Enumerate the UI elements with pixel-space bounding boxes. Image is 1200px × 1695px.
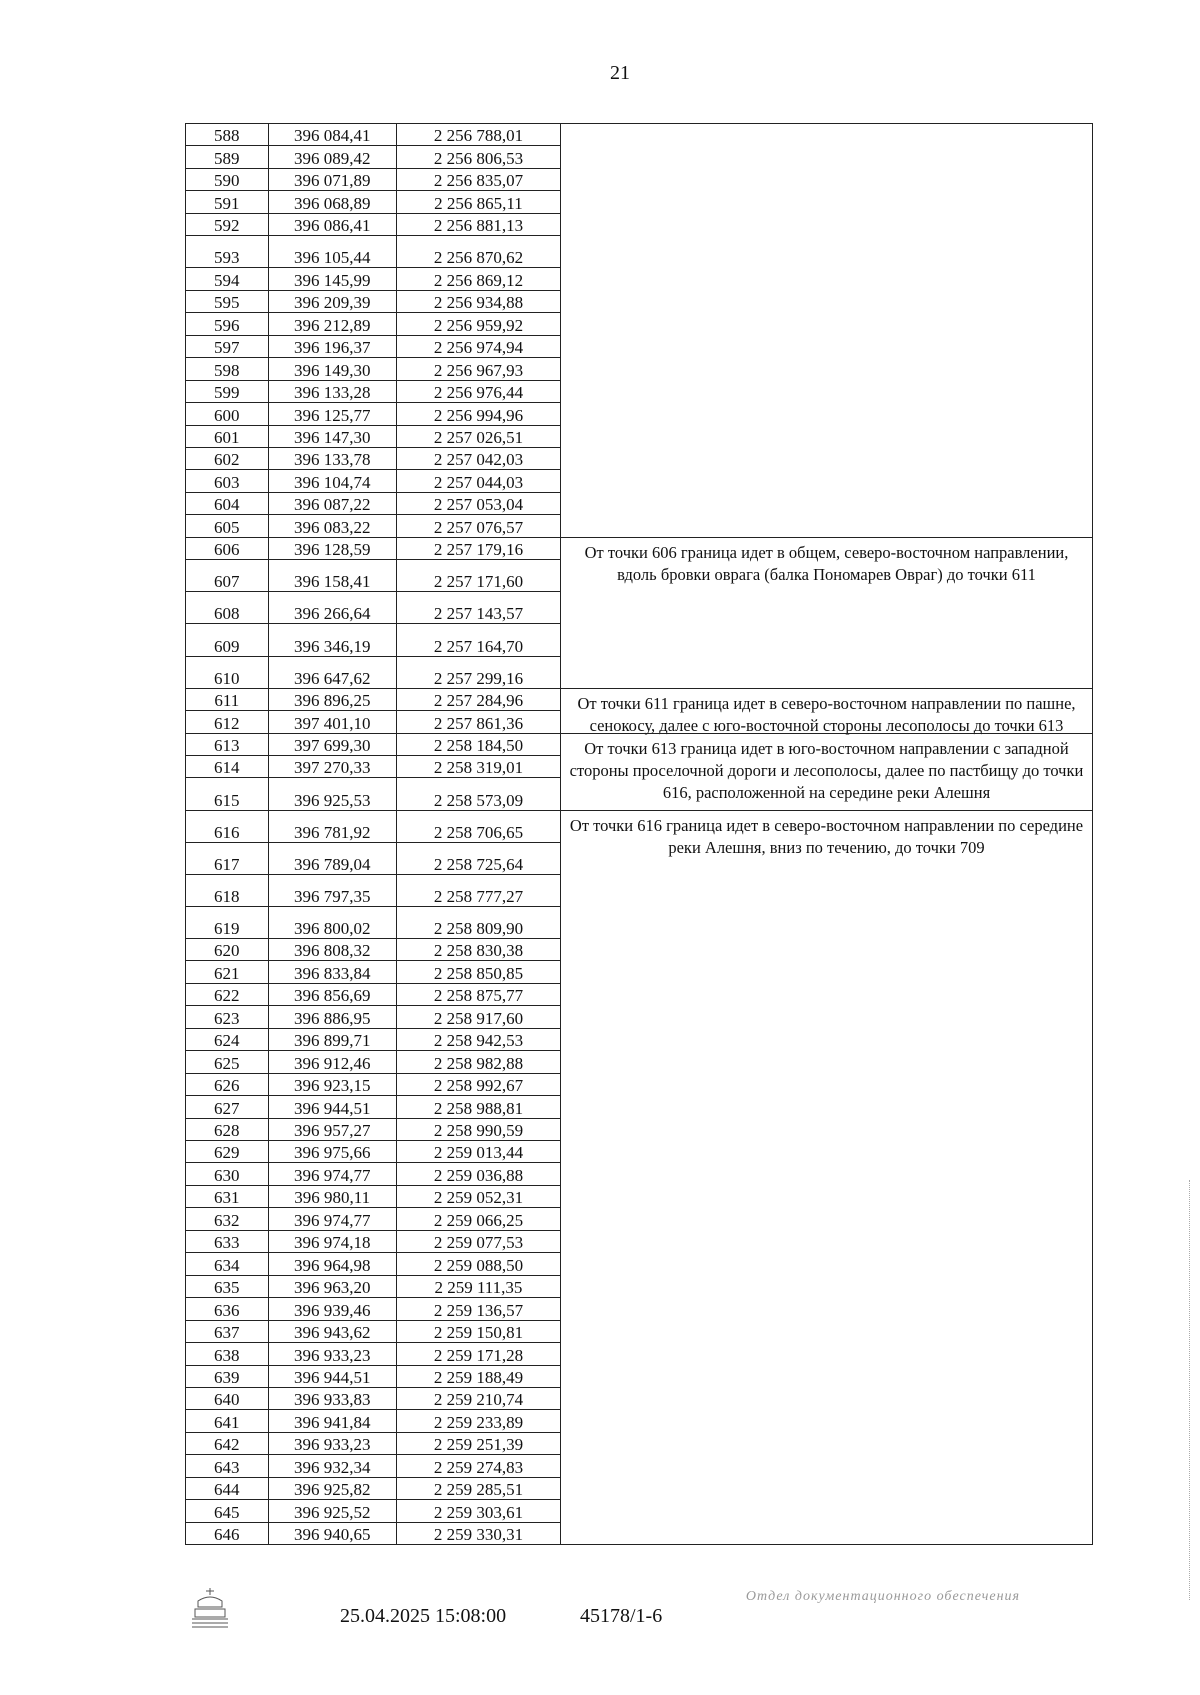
table-row	[186, 755, 561, 777]
table-row	[186, 145, 561, 167]
point-number: 594	[186, 268, 269, 289]
table-row	[186, 874, 561, 906]
table-row	[186, 1522, 561, 1544]
coord-x: 396 800,02	[269, 907, 397, 938]
coord-x: 396 808,32	[269, 939, 397, 960]
coord-y: 2 258 319,01	[397, 756, 561, 777]
footer-date: 25.04.2025 15:08:00	[340, 1605, 507, 1627]
coord-x: 396 899,71	[269, 1029, 397, 1050]
coord-y: 2 257 284,96	[397, 689, 561, 710]
coord-x: 396 912,46	[269, 1051, 397, 1072]
table-row	[186, 1207, 561, 1229]
boundary-description: От точки 613 граница идет в юго-восточном направлении с западной стороны проселочной дороги и лесополосы, далее по пастбищу до точки 616, расположенной на середине реки Алешня	[561, 733, 1092, 807]
coord-x: 396 940,65	[269, 1523, 397, 1544]
coord-y: 2 256 835,07	[397, 169, 561, 190]
coord-y: 2 257 026,51	[397, 426, 561, 447]
point-number: 623	[186, 1006, 269, 1027]
point-number: 608	[186, 592, 269, 623]
coord-x: 396 068,89	[269, 191, 397, 212]
point-number: 626	[186, 1074, 269, 1095]
coord-y: 2 257 164,70	[397, 624, 561, 655]
coord-y: 2 259 285,51	[397, 1478, 561, 1499]
coord-y: 2 257 299,16	[397, 657, 561, 688]
coord-y: 2 259 188,49	[397, 1366, 561, 1387]
coord-x: 396 974,18	[269, 1231, 397, 1252]
table-row	[186, 469, 561, 491]
table-row	[186, 1387, 561, 1409]
coord-y: 2 257 179,16	[397, 538, 561, 559]
table-row	[186, 733, 561, 755]
coord-y: 2 258 573,09	[397, 778, 561, 809]
point-number: 590	[186, 169, 269, 190]
coord-x: 396 212,89	[269, 313, 397, 334]
coord-y: 2 259 111,35	[397, 1276, 561, 1297]
table-row	[186, 810, 561, 842]
coord-x: 396 957,27	[269, 1119, 397, 1140]
point-number: 610	[186, 657, 269, 688]
point-number: 604	[186, 493, 269, 514]
coord-y: 2 258 992,67	[397, 1074, 561, 1095]
page-number: 21	[610, 62, 630, 84]
coord-y: 2 256 974,94	[397, 336, 561, 357]
boundary-descriptions	[561, 124, 1092, 1544]
coord-y: 2 259 088,50	[397, 1253, 561, 1274]
coord-x: 396 944,51	[269, 1096, 397, 1117]
table-row	[186, 235, 561, 267]
coord-y: 2 258 917,60	[397, 1006, 561, 1027]
coord-y: 2 258 850,85	[397, 961, 561, 982]
table-row	[186, 938, 561, 960]
table-row	[186, 1185, 561, 1207]
point-number: 618	[186, 875, 269, 906]
point-number: 598	[186, 358, 269, 379]
coord-y: 2 258 706,65	[397, 811, 561, 842]
table-row	[186, 1095, 561, 1117]
coord-x: 396 975,66	[269, 1141, 397, 1162]
point-number: 633	[186, 1231, 269, 1252]
table-row	[186, 312, 561, 334]
table-row	[186, 983, 561, 1005]
coord-y: 2 256 967,93	[397, 358, 561, 379]
table-row	[186, 1050, 561, 1072]
coord-x: 396 105,44	[269, 236, 397, 267]
table-row	[186, 1028, 561, 1050]
coord-x: 396 941,84	[269, 1410, 397, 1431]
coord-x: 396 781,92	[269, 811, 397, 842]
scan-edge-marks	[1189, 1180, 1192, 1600]
coord-y: 2 259 330,31	[397, 1523, 561, 1544]
coord-x: 396 209,39	[269, 291, 397, 312]
coord-y: 2 257 042,03	[397, 448, 561, 469]
point-number: 591	[186, 191, 269, 212]
coord-x: 397 401,10	[269, 711, 397, 732]
coord-x: 396 087,22	[269, 493, 397, 514]
coord-y: 2 258 184,50	[397, 734, 561, 755]
coord-y: 2 259 136,57	[397, 1298, 561, 1319]
point-number: 637	[186, 1321, 269, 1342]
point-number: 596	[186, 313, 269, 334]
coord-x: 396 974,77	[269, 1163, 397, 1184]
table-row	[186, 492, 561, 514]
coord-x: 396 086,41	[269, 214, 397, 235]
point-number: 613	[186, 734, 269, 755]
coord-x: 396 145,99	[269, 268, 397, 289]
coord-y: 2 259 233,89	[397, 1410, 561, 1431]
table-row	[186, 402, 561, 424]
coord-x: 396 886,95	[269, 1006, 397, 1027]
coord-x: 396 346,19	[269, 624, 397, 655]
point-number: 605	[186, 515, 269, 536]
coord-y: 2 258 875,77	[397, 984, 561, 1005]
table-row	[186, 290, 561, 312]
point-number: 619	[186, 907, 269, 938]
coordinates-table	[185, 123, 1093, 1545]
table-row	[186, 380, 561, 402]
table-row	[186, 1409, 561, 1431]
coord-x: 396 964,98	[269, 1253, 397, 1274]
coord-y: 2 259 052,31	[397, 1186, 561, 1207]
table-row	[186, 190, 561, 212]
coord-x: 396 133,78	[269, 448, 397, 469]
coord-y: 2 259 066,25	[397, 1208, 561, 1229]
coord-x: 396 147,30	[269, 426, 397, 447]
table-row	[186, 425, 561, 447]
table-row	[186, 1320, 561, 1342]
point-number: 589	[186, 146, 269, 167]
point-number: 630	[186, 1163, 269, 1184]
coord-y: 2 259 077,53	[397, 1231, 561, 1252]
table-row	[186, 1140, 561, 1162]
table-row	[186, 537, 561, 559]
coord-y: 2 257 171,60	[397, 560, 561, 591]
coord-x: 396 128,59	[269, 538, 397, 559]
point-number: 609	[186, 624, 269, 655]
coord-y: 2 257 053,04	[397, 493, 561, 514]
point-number: 641	[186, 1410, 269, 1431]
table-row	[186, 1432, 561, 1454]
point-number: 646	[186, 1523, 269, 1544]
point-number: 636	[186, 1298, 269, 1319]
coord-x: 396 833,84	[269, 961, 397, 982]
point-number: 602	[186, 448, 269, 469]
table-row	[186, 335, 561, 357]
coord-x: 396 943,62	[269, 1321, 397, 1342]
point-number: 621	[186, 961, 269, 982]
coord-x: 396 266,64	[269, 592, 397, 623]
coord-y: 2 256 870,62	[397, 236, 561, 267]
coord-x: 396 974,77	[269, 1208, 397, 1229]
coord-y: 2 256 976,44	[397, 381, 561, 402]
coord-x: 396 149,30	[269, 358, 397, 379]
coord-x: 396 196,37	[269, 336, 397, 357]
point-number: 628	[186, 1119, 269, 1140]
coord-y: 2 259 210,74	[397, 1388, 561, 1409]
point-number: 624	[186, 1029, 269, 1050]
coord-x: 396 933,83	[269, 1388, 397, 1409]
point-number: 622	[186, 984, 269, 1005]
coord-x: 396 896,25	[269, 689, 397, 710]
point-number: 639	[186, 1366, 269, 1387]
coord-y: 2 259 150,81	[397, 1321, 561, 1342]
coord-y: 2 257 076,57	[397, 515, 561, 536]
coord-y: 2 256 806,53	[397, 146, 561, 167]
footer-doc-number: 45178/1-6	[580, 1605, 663, 1627]
boundary-description: От точки 606 граница идет в общем, северо-восточном направлении, вдоль бровки оврага (балка Пономарев Овраг) до точки 611	[561, 537, 1092, 590]
point-number: 632	[186, 1208, 269, 1229]
coord-x: 396 963,20	[269, 1276, 397, 1297]
table-row	[186, 514, 561, 536]
table-row	[186, 623, 561, 655]
emblem-icon	[180, 1585, 240, 1630]
coord-y: 2 257 044,03	[397, 470, 561, 491]
coord-x: 396 089,42	[269, 146, 397, 167]
point-number: 631	[186, 1186, 269, 1207]
coord-y: 2 258 988,81	[397, 1096, 561, 1117]
point-number: 640	[186, 1388, 269, 1409]
point-number: 638	[186, 1343, 269, 1364]
point-number: 644	[186, 1478, 269, 1499]
point-number: 599	[186, 381, 269, 402]
coord-y: 2 259 274,83	[397, 1455, 561, 1476]
table-row	[186, 357, 561, 379]
coord-y: 2 259 251,39	[397, 1433, 561, 1454]
table-row	[186, 906, 561, 938]
coord-x: 396 071,89	[269, 169, 397, 190]
table-row	[186, 1499, 561, 1521]
point-number: 603	[186, 470, 269, 491]
point-number: 601	[186, 426, 269, 447]
table-row	[186, 213, 561, 235]
coord-y: 2 258 990,59	[397, 1119, 561, 1140]
point-number: 592	[186, 214, 269, 235]
point-number: 617	[186, 843, 269, 874]
coord-y: 2 256 881,13	[397, 214, 561, 235]
point-number: 612	[186, 711, 269, 732]
coord-x: 396 856,69	[269, 984, 397, 1005]
point-number: 611	[186, 689, 269, 710]
coord-x: 396 104,74	[269, 470, 397, 491]
point-number: 607	[186, 560, 269, 591]
point-number: 606	[186, 538, 269, 559]
table-row	[186, 777, 561, 809]
table-row	[186, 1230, 561, 1252]
coord-x: 396 647,62	[269, 657, 397, 688]
table-row	[186, 656, 561, 688]
department-stamp: Отдел документационного обеспечения	[745, 1589, 1021, 1604]
table-row	[186, 168, 561, 190]
coord-y: 2 256 994,96	[397, 403, 561, 424]
coordinates-rows	[186, 124, 561, 1544]
table-row	[186, 1162, 561, 1184]
point-number: 600	[186, 403, 269, 424]
coord-x: 396 797,35	[269, 875, 397, 906]
table-row	[186, 1252, 561, 1274]
table-row	[186, 1118, 561, 1140]
boundary-description: От точки 616 граница идет в северо-восточном направлении по середине реки Алешня, вниз по течению, до точки 709	[561, 810, 1092, 863]
coord-x: 396 133,28	[269, 381, 397, 402]
table-row	[186, 1342, 561, 1364]
point-number: 635	[186, 1276, 269, 1297]
coord-x: 396 923,15	[269, 1074, 397, 1095]
coord-y: 2 259 171,28	[397, 1343, 561, 1364]
coord-x: 397 699,30	[269, 734, 397, 755]
table-row	[186, 447, 561, 469]
coord-x: 396 125,77	[269, 403, 397, 424]
table-row	[186, 1275, 561, 1297]
point-number: 645	[186, 1500, 269, 1521]
table-row	[186, 591, 561, 623]
table-row	[186, 688, 561, 710]
coord-y: 2 257 143,57	[397, 592, 561, 623]
coord-x: 396 789,04	[269, 843, 397, 874]
point-number: 616	[186, 811, 269, 842]
table-row	[186, 710, 561, 732]
point-number: 643	[186, 1455, 269, 1476]
coord-x: 396 083,22	[269, 515, 397, 536]
coord-y: 2 258 725,64	[397, 843, 561, 874]
coord-y: 2 258 777,27	[397, 875, 561, 906]
coord-y: 2 256 959,92	[397, 313, 561, 334]
coord-x: 396 980,11	[269, 1186, 397, 1207]
coord-x: 396 939,46	[269, 1298, 397, 1319]
point-number: 625	[186, 1051, 269, 1072]
point-number: 593	[186, 236, 269, 267]
table-row	[186, 1454, 561, 1476]
table-row	[186, 267, 561, 289]
coord-x: 397 270,33	[269, 756, 397, 777]
table-row	[186, 559, 561, 591]
point-number: 634	[186, 1253, 269, 1274]
point-number: 642	[186, 1433, 269, 1454]
table-row	[186, 1297, 561, 1319]
coord-y: 2 259 303,61	[397, 1500, 561, 1521]
boundary-description: От точки 611 граница идет в северо-восточном направлении по пашне, сенокосу, далее с юго-восточной стороны лесополосы до точки 613	[561, 688, 1092, 741]
coord-y: 2 257 861,36	[397, 711, 561, 732]
table-row	[186, 842, 561, 874]
point-number: 595	[186, 291, 269, 312]
coord-x: 396 933,23	[269, 1343, 397, 1364]
point-number: 627	[186, 1096, 269, 1117]
point-number: 629	[186, 1141, 269, 1162]
coord-x: 396 925,82	[269, 1478, 397, 1499]
table-row	[186, 1477, 561, 1499]
table-row	[186, 1073, 561, 1095]
coord-y: 2 258 830,38	[397, 939, 561, 960]
table-row	[186, 124, 561, 145]
point-number: 614	[186, 756, 269, 777]
coord-y: 2 256 865,11	[397, 191, 561, 212]
point-number: 597	[186, 336, 269, 357]
point-number: 620	[186, 939, 269, 960]
coord-y: 2 256 788,01	[397, 124, 561, 145]
coord-x: 396 933,23	[269, 1433, 397, 1454]
table-row	[186, 1365, 561, 1387]
coord-x: 396 925,53	[269, 778, 397, 809]
coord-x: 396 084,41	[269, 124, 397, 145]
coord-y: 2 259 013,44	[397, 1141, 561, 1162]
coord-y: 2 256 869,12	[397, 268, 561, 289]
coord-y: 2 258 942,53	[397, 1029, 561, 1050]
point-number: 615	[186, 778, 269, 809]
coord-x: 396 925,52	[269, 1500, 397, 1521]
coord-y: 2 258 982,88	[397, 1051, 561, 1072]
coord-x: 396 944,51	[269, 1366, 397, 1387]
coord-x: 396 932,34	[269, 1455, 397, 1476]
table-row	[186, 960, 561, 982]
coord-y: 2 256 934,88	[397, 291, 561, 312]
coord-y: 2 259 036,88	[397, 1163, 561, 1184]
coord-y: 2 258 809,90	[397, 907, 561, 938]
coord-x: 396 158,41	[269, 560, 397, 591]
table-row	[186, 1005, 561, 1027]
point-number: 588	[186, 124, 269, 145]
